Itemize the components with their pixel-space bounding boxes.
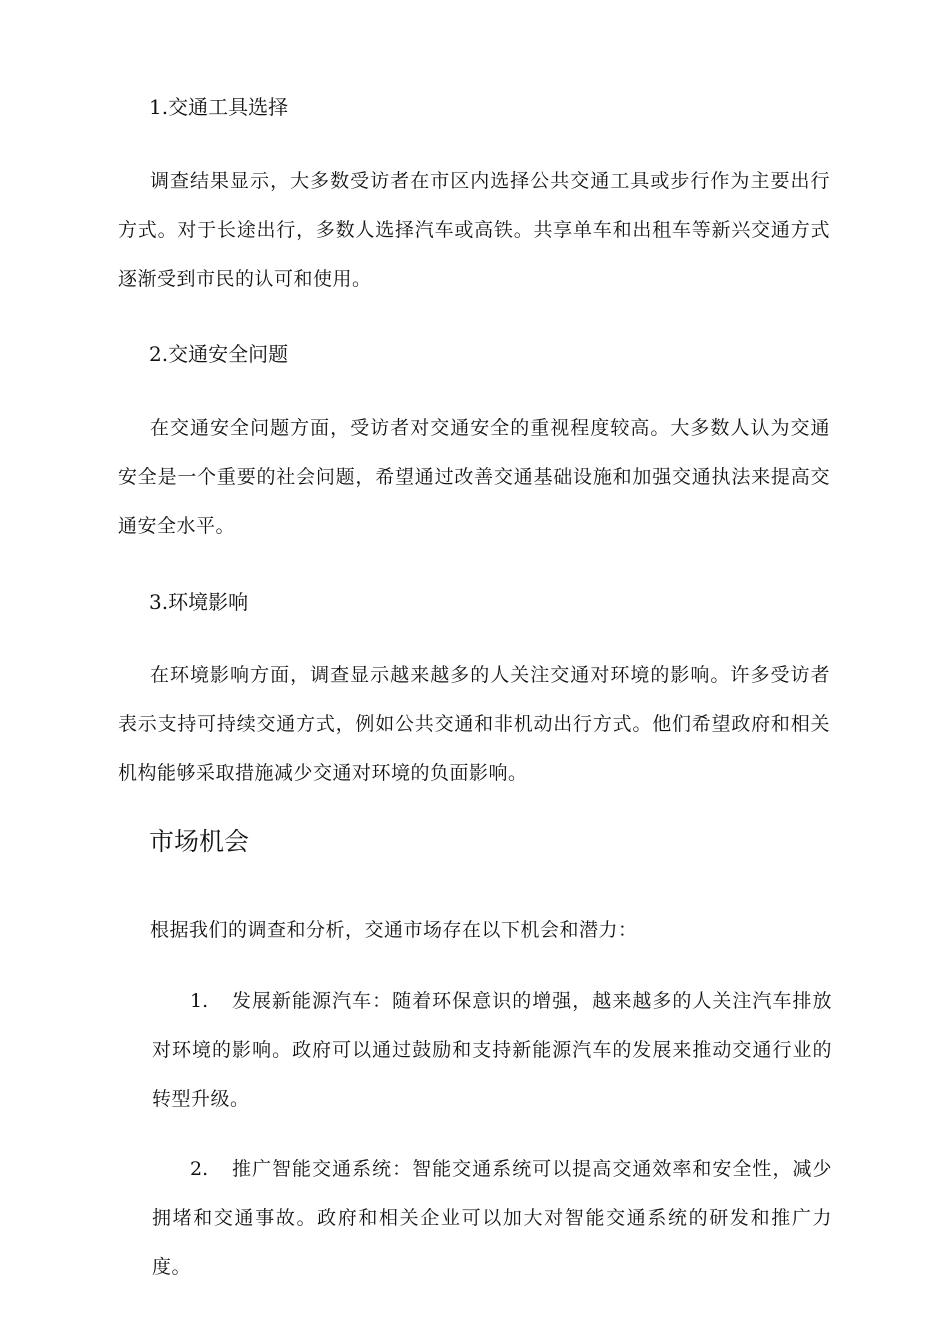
list-number: 1. (190, 990, 209, 1012)
market-intro: 根据我们的调查和分析，交通市场存在以下机会和潜力： (150, 919, 638, 941)
section-paragraph: 调查结果显示，大多数受访者在市区内选择公共交通工具或步行作为主要出行方式。对于长途出行，多数人选择汽车或高铁。共享单车和出租车等新兴交通方式逐渐受到市民的认可和使用。 (118, 170, 830, 290)
list-text: 发展新能源汽车：随着环保意识的增强，越来越多的人关注汽车排放对环境的影响。政府可以通过鼓励和支持新能源汽车的发展来推动交通行业的转型升级。 (152, 990, 832, 1110)
list-item (152, 977, 832, 1124)
section-heading: 1.交通工具选择 (149, 95, 289, 119)
section-paragraph: 在环境影响方面，调查显示越来越多的人关注交通对环境的影响。许多受访者表示支持可持续交通方式，例如公共交通和非机动出行方式。他们希望政府和相关机构能够采取措施减少交通对环境的负面影响。 (118, 664, 830, 784)
list-text: 推广智能交通系统：智能交通系统可以提高交通效率和安全性，减少拥堵和交通事故。政府和相关企业可以加大对智能交通系统的研发和推广力度。 (152, 1158, 832, 1278)
section-paragraph: 在交通安全问题方面，受访者对交通安全的重视程度较高。大多数人认为交通安全是一个重要的社会问题，希望通过改善交通基础设施和加强交通执法来提高交通安全水平。 (118, 417, 830, 537)
section-heading: 3.环境影响 (149, 590, 249, 614)
market-title: 市场机会 (149, 827, 250, 856)
list-item (152, 1145, 832, 1292)
section-heading: 2.交通安全问题 (149, 342, 289, 366)
list-number: 2. (190, 1158, 209, 1180)
